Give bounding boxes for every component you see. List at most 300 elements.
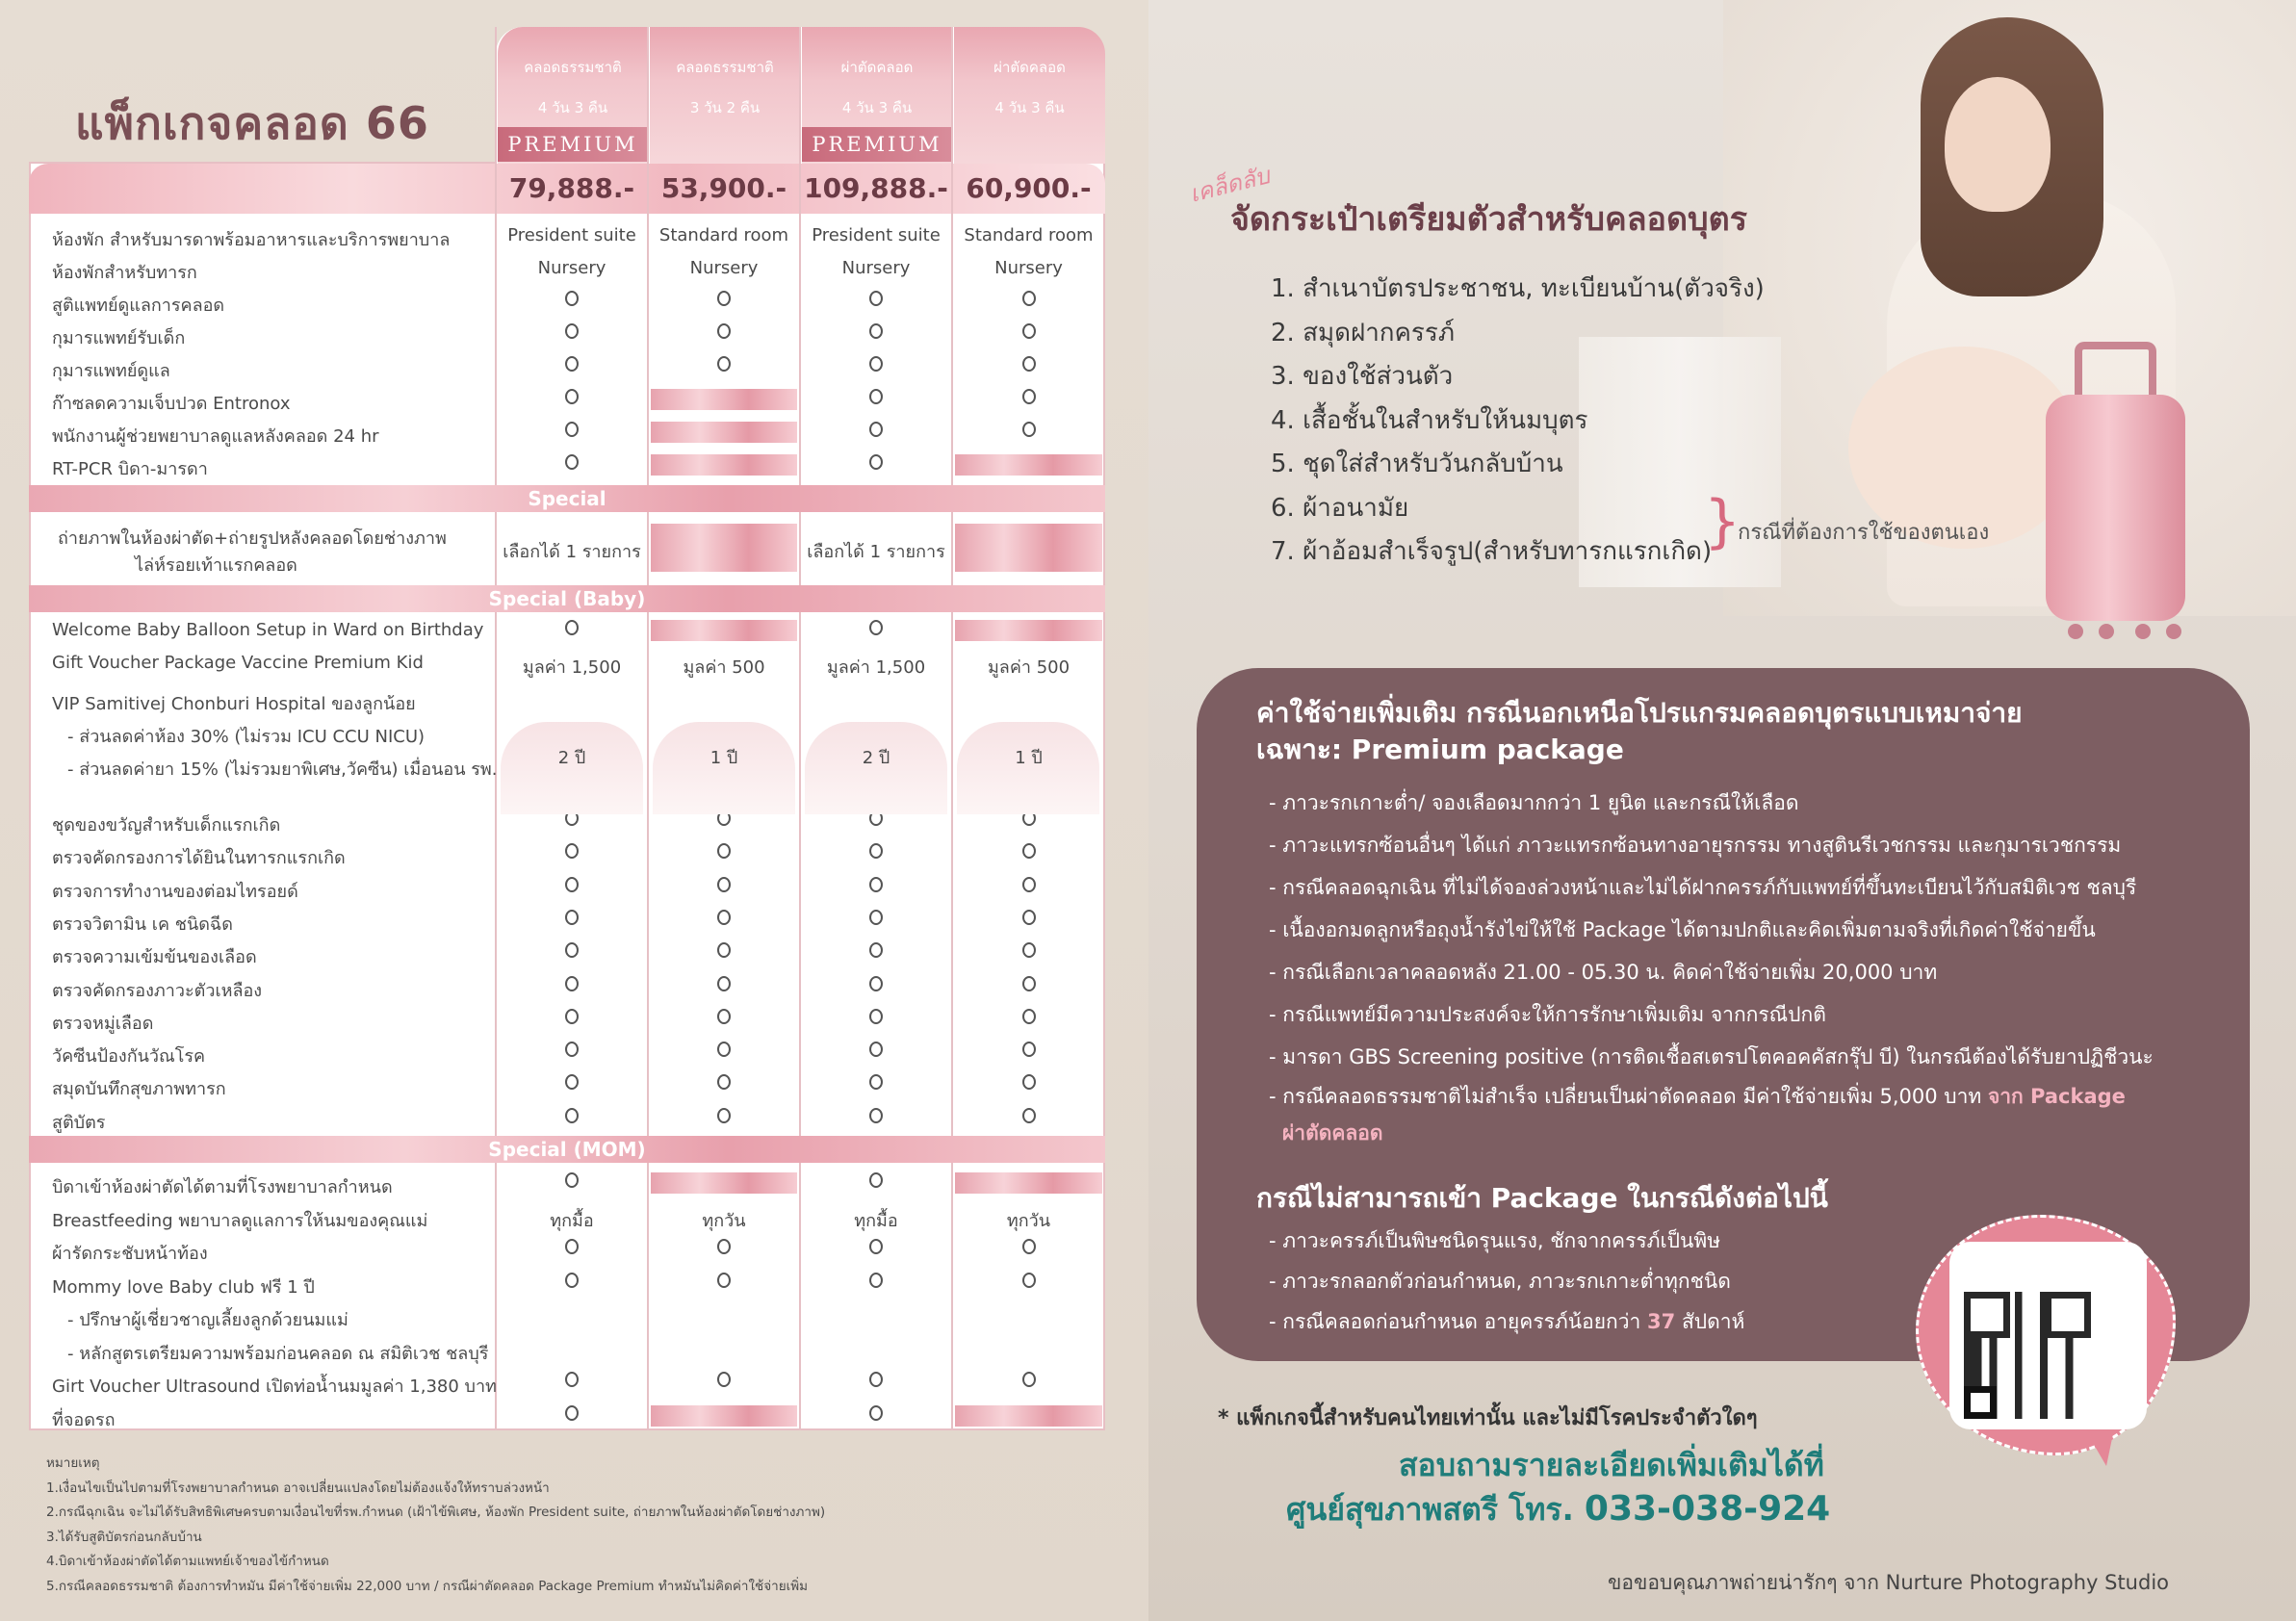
included-mark-icon <box>1022 389 1036 404</box>
cell-mark <box>648 877 800 897</box>
qr-corner <box>1964 1386 1997 1419</box>
cell-mark <box>952 1108 1105 1128</box>
cell-text: มูลค่า 1,500 <box>522 657 622 678</box>
included-mark-icon <box>565 1074 579 1090</box>
vip-line: - ส่วนลดค่าห้อง 30% (ไม่รวม ICU CCU NICU) <box>67 727 426 747</box>
included-mark-icon <box>869 356 883 372</box>
cell-text: เลือกได้ 1 รายการ <box>503 542 641 562</box>
eligibility-note: * แพ็กเกจนี้สำหรับคนไทยเท่านั้น และไม่มีโรคประจำตัวใดๆ <box>1218 1406 1758 1430</box>
included-mark-icon <box>717 1042 731 1057</box>
cell-text: 1 ปี <box>709 748 738 768</box>
table-row <box>29 350 1105 383</box>
cell-mark <box>800 877 952 897</box>
cell-mark <box>648 843 800 863</box>
cell-mark <box>800 910 952 930</box>
cell-mark <box>496 1009 648 1029</box>
included-mark-icon <box>565 877 579 892</box>
included-mark-icon <box>565 1372 579 1387</box>
table-row <box>29 252 1105 285</box>
list-item: 2. สมุดฝากครรภ์ <box>1271 318 1456 347</box>
row-label: บิดาเข้าห้องผ่าตัดได้ตามที่โรงพยาบาลกำหนด <box>52 1177 393 1197</box>
cell-mark <box>800 454 952 475</box>
included-mark-icon <box>869 1074 883 1090</box>
cell-mark <box>648 1273 800 1293</box>
empty-cell-bar <box>651 454 797 476</box>
cell-text: ทุกมื้อ <box>854 1210 898 1231</box>
contact-line: สอบถามรายละเอียดเพิ่มเติมได้ที่ <box>1399 1447 1824 1483</box>
table-row <box>29 1068 1105 1101</box>
contact-label: ศูนย์สุขภาพสตรี โทร. <box>1286 1491 1574 1528</box>
list-item <box>1269 1078 2154 1151</box>
note-item: 5.กรณีคลอดธรรมชาติ ต้องการทำหมัน มีค่าใช้จ่ายเพิ่ม 22,000 บาท / กรณีผ่าตัดคลอด Package Premium ทำหมันไม่คิดค่าใช้จ่ายเพิ่ม <box>46 1578 809 1594</box>
wheel-icon <box>2068 624 2083 639</box>
list-item: - ภาวะรกเกาะต่ำ/ จองเลือดมากกว่า 1 ยูนิต และกรณีให้เลือด <box>1269 791 1799 814</box>
included-mark-icon <box>717 1239 731 1254</box>
cell-text: Nursery <box>994 258 1063 278</box>
included-mark-icon <box>565 942 579 958</box>
included-mark-icon <box>1022 356 1036 372</box>
price: 53,900.- <box>660 172 787 204</box>
row-label: กุมารแพทย์ดูแล <box>52 361 170 381</box>
column-header <box>800 27 952 164</box>
row-label: Mommy love Baby club ฟรี 1 ปี <box>52 1276 315 1298</box>
included-mark-icon <box>869 422 883 437</box>
price: 109,888.- <box>804 172 948 204</box>
included-mark-icon <box>1022 942 1036 958</box>
cell-mark <box>496 1405 648 1426</box>
included-mark-icon <box>869 976 883 991</box>
stay-length: 3 วัน 2 คืน <box>689 99 761 116</box>
item-text: - กรณีคลอดก่อนกำหนด อายุครรภ์น้อยกว่า <box>1269 1310 1641 1333</box>
suitcase-icon <box>2046 395 2185 621</box>
cell-mark <box>496 877 648 897</box>
cell-mark <box>648 942 800 963</box>
cell-mark <box>648 291 800 311</box>
list-item: - มารดา GBS Screening positive (การติดเชื้อสเตรปโตคอคคัสกรุ๊ป บี) ในกรณีต้องได้รับยาปฏิชีวนะ <box>1269 1045 2154 1068</box>
cell-text: Standard room <box>658 225 789 245</box>
extra-cost-list <box>1269 782 2154 1151</box>
table-row <box>29 416 1105 449</box>
list-item: - กรณีคลอดฉุกเฉิน ที่ไม่ได้จองล่วงหน้าและไม่ได้ฝากครรภ์กับแพทย์ที่ขึ้นทะเบียนไว้กับสมิติเวช ชลบุรี <box>1269 876 2137 899</box>
notes-heading: หมายเหตุ <box>46 1455 100 1471</box>
cell-mark <box>952 942 1105 963</box>
included-mark-icon <box>869 942 883 958</box>
cell-mark <box>800 976 952 996</box>
cell-mark <box>496 843 648 863</box>
section-band: Special <box>29 485 1105 512</box>
included-mark-icon <box>1022 1009 1036 1024</box>
included-mark-icon <box>1022 1239 1036 1254</box>
cell-mark <box>952 422 1105 442</box>
row-label: สูติแพทย์ดูแลการคลอด <box>52 296 225 316</box>
stay-length: 4 วัน 3 คืน <box>994 99 1065 116</box>
included-mark-icon <box>717 291 731 306</box>
column-header <box>496 27 648 164</box>
cell-mark <box>952 843 1105 863</box>
cell-mark <box>648 1042 800 1062</box>
title-line: ค่าใช้จ่ายเพิ่มเติม กรณีนอกเหนือโปรแกรมคลอดบุตรแบบเหมาจ่าย <box>1256 697 2023 729</box>
brace-icon: } <box>1704 488 1741 555</box>
cell-text: 2 ปี <box>862 748 890 768</box>
cell-text: President suite <box>812 225 941 245</box>
included-mark-icon <box>717 1009 731 1024</box>
table-row <box>29 1036 1105 1068</box>
cell-mark <box>800 1172 952 1193</box>
included-mark-icon <box>565 291 579 306</box>
note-item: 3.ได้รับสูติบัตรก่อนกลับบ้าน <box>46 1529 202 1545</box>
table-row <box>29 514 1105 581</box>
row-label: ตรวจการทำงานของต่อมไทรอยด์ <box>52 881 298 902</box>
cell-mark <box>496 454 648 475</box>
included-mark-icon <box>1022 1074 1036 1090</box>
premium-badge: PREMIUM <box>802 127 952 162</box>
brace-note: กรณีที่ต้องการใช้ของตนเอง <box>1738 521 1990 545</box>
contact-phone-line <box>1286 1485 1830 1534</box>
row-label: ไล่ห์รอยเท้าแรกคลอด <box>135 555 297 576</box>
table-row <box>29 1200 1105 1233</box>
cell-text: มูลค่า 500 <box>683 657 765 678</box>
cell-mark <box>648 976 800 996</box>
price: 60,900.- <box>966 172 1092 204</box>
item-highlight: ผ่าตัดคลอด <box>1282 1121 1383 1145</box>
row-label: สูติบัตร <box>52 1112 106 1133</box>
cell-mark <box>800 1273 952 1293</box>
cell-mark <box>496 976 648 996</box>
item-text: สัปดาห์ <box>1681 1310 1745 1333</box>
notes <box>46 1452 825 1599</box>
row-label: - หลักสูตรเตรียมความพร้อมก่อนคลอด ณ สมิติเวช ชลบุรี <box>67 1343 489 1364</box>
empty-cell-bar <box>955 454 1102 476</box>
extra-cost-title <box>1256 695 2023 768</box>
table-row <box>29 871 1105 904</box>
table-row <box>29 970 1105 1003</box>
cell-mark <box>800 422 952 442</box>
included-mark-icon <box>565 1273 579 1288</box>
row-label: ที่จอดรถ <box>52 1409 116 1430</box>
table-row <box>29 1267 1105 1299</box>
included-mark-icon <box>1022 1273 1036 1288</box>
table-row <box>29 1333 1105 1366</box>
row-label: วัคซีนป้องกันวัณโรค <box>52 1046 206 1068</box>
included-mark-icon <box>565 1172 579 1188</box>
row-label: Gift Voucher Package Vaccine Premium Kid <box>52 653 424 673</box>
table-row <box>29 1233 1105 1266</box>
delivery-type: ผ่าตัดคลอด <box>840 59 914 76</box>
price: 79,888.- <box>508 172 635 204</box>
included-mark-icon <box>869 291 883 306</box>
row-label: ตรวจคัดกรองภาวะตัวเหลือง <box>52 980 263 1001</box>
list-item: - ภาวะแทรกซ้อนอื่นๆ ได้แก่ ภาวะแทรกซ้อนทางอายุรกรรม ทางสูตินรีเวชกรรม และกุมารเวชกรรม <box>1269 834 2122 857</box>
included-mark-icon <box>869 877 883 892</box>
included-mark-icon <box>565 454 579 470</box>
included-mark-icon <box>1022 910 1036 925</box>
included-mark-icon <box>1022 843 1036 859</box>
list-item: - ภาวะรกลอกตัวก่อนกำหนด, ภาวะรกเกาะต่ำทุกชนิด <box>1269 1270 1731 1293</box>
packing-list <box>1271 268 1765 575</box>
included-mark-icon <box>869 620 883 635</box>
empty-cell-bar <box>651 389 797 410</box>
row-label: RT-PCR บิดา-มารดา <box>52 459 208 479</box>
cell-text: Nursery <box>689 258 759 278</box>
cell-mark <box>800 843 952 863</box>
list-item: - กรณีแพทย์มีความประสงค์จะให้การรักษาเพิ่มเติม จากกรณีปกติ <box>1269 1003 1826 1026</box>
cell-mark <box>496 1239 648 1259</box>
cell-text: เลือกได้ 1 รายการ <box>807 542 945 562</box>
title-line: เฉพาะ: Premium package <box>1256 733 1624 765</box>
included-mark-icon <box>565 422 579 437</box>
row-label: ถ่ายภาพในห้องผ่าตัด+ถ่ายรูปหลังคลอดโดยช่างภาพ <box>58 528 447 549</box>
row-label: ตรวจหมู่เลือด <box>52 1013 154 1034</box>
included-mark-icon <box>717 942 731 958</box>
cell-text: มูลค่า 500 <box>987 657 1071 678</box>
included-mark-icon <box>869 1042 883 1057</box>
exclusion-title: กรณีไม่สามารถเข้า Package ในกรณีดังต่อไปนี้ <box>1256 1182 1828 1214</box>
included-mark-icon <box>565 620 579 635</box>
cell-mark <box>800 1074 952 1094</box>
table-row <box>29 449 1105 481</box>
cell-mark <box>800 356 952 376</box>
row-label: ตรวจคัดกรองการได้ยินในทารกแรกเกิด <box>52 848 346 869</box>
cell-text: ทุกวัน <box>702 1210 746 1231</box>
row-label: กุมารแพทย์รับเด็ก <box>52 328 186 348</box>
cell-mark <box>952 877 1105 897</box>
cell-text: Nursery <box>841 258 911 278</box>
included-mark-icon <box>1022 422 1036 437</box>
section-band: Special (Baby) <box>29 585 1105 612</box>
included-mark-icon <box>869 910 883 925</box>
cell-mark <box>800 291 952 311</box>
included-mark-icon <box>869 389 883 404</box>
included-mark-icon <box>869 1239 883 1254</box>
included-mark-icon <box>565 1405 579 1421</box>
list-item: 1. สำเนาบัตรประชาชน, ทะเบียนบ้าน(ตัวจริง) <box>1271 274 1765 303</box>
row-label: พนักงานผู้ช่วยพยาบาลดูแลหลังคลอด 24 hr <box>52 426 379 447</box>
included-mark-icon <box>1022 1372 1036 1387</box>
table-row <box>29 614 1105 647</box>
cell-mark <box>800 1042 952 1062</box>
stay-length: 4 วัน 3 คืน <box>841 99 913 116</box>
vip-title: VIP Samitivej Chonburi Hospital ของลูกน้อย <box>52 694 416 714</box>
cell-text: Standard room <box>964 225 1094 245</box>
included-mark-icon <box>565 976 579 991</box>
exclusion-list <box>1269 1221 1744 1342</box>
included-mark-icon <box>869 1108 883 1123</box>
vip-row <box>29 685 1105 816</box>
included-mark-icon <box>717 910 731 925</box>
table-row <box>29 1003 1105 1036</box>
cell-mark <box>496 1074 648 1094</box>
cell-mark <box>952 1009 1105 1029</box>
included-mark-icon <box>1022 291 1036 306</box>
cell-mark <box>496 356 648 376</box>
package-title: แพ็กเกจคลอด 66 <box>75 97 429 149</box>
item-highlight: จาก Package <box>1987 1085 2126 1108</box>
list-item: - ภาวะครรภ์เป็นพิษชนิดรุนแรง, ชักจากครรภ์เป็นพิษ <box>1269 1229 1721 1252</box>
row-label: Girt Voucher Ultrasound เปิดท่อน้ำนมมูลค่า 1,380 บาท <box>52 1377 497 1397</box>
cell-mark <box>496 1273 648 1293</box>
cell-mark <box>496 1172 648 1193</box>
cell-mark <box>800 942 952 963</box>
row-label: Breastfeeding พยาบาลดูแลการให้นมของคุณแม่ <box>52 1210 428 1231</box>
included-mark-icon <box>869 454 883 470</box>
cell-mark <box>496 620 648 640</box>
included-mark-icon <box>869 1172 883 1188</box>
empty-cell-bar <box>955 620 1102 641</box>
included-mark-icon <box>565 1042 579 1057</box>
cell-mark <box>648 1074 800 1094</box>
cell-mark <box>648 356 800 376</box>
included-mark-icon <box>869 1405 883 1421</box>
included-mark-icon <box>717 1372 731 1387</box>
note-item: 2.กรณีฉุกเฉิน จะไม่ได้รับสิทธิพิเศษครบตามเงื่อนไขที่รพ.กำหนด (เฝ้าไข้พิเศษ, ห้องพัก President suite, ถ่ายภาพในห้องผ่าตัดโดยช่างภาพ) <box>46 1505 826 1520</box>
included-mark-icon <box>869 323 883 339</box>
included-mark-icon <box>1022 1108 1036 1123</box>
package-table <box>29 27 1105 1430</box>
included-mark-icon <box>717 877 731 892</box>
vip-line: - ส่วนลดค่ายา 15% (ไม่รวมยาพิเศษ,วัคซีน) เมื่อนอน รพ. <box>67 759 498 780</box>
item-highlight: 37 <box>1647 1310 1676 1333</box>
row-label: ห้องพัก สำหรับมารดาพร้อมอาหารและบริการพยาบาล <box>52 230 451 250</box>
cell-text: President suite <box>507 225 636 245</box>
row-label: Welcome Baby Balloon Setup in Ward on Birthday <box>52 620 484 640</box>
table-row <box>29 219 1105 252</box>
cell-mark <box>952 1372 1105 1392</box>
table-row <box>29 1299 1105 1332</box>
cell-mark <box>952 291 1105 311</box>
row-label: สมุดบันทึกสุขภาพทารก <box>52 1079 226 1100</box>
cell-mark <box>952 356 1105 376</box>
cell-mark <box>800 1372 952 1392</box>
cell-mark <box>952 389 1105 409</box>
wheel-icon <box>2099 624 2114 639</box>
cell-mark <box>952 976 1105 996</box>
included-mark-icon <box>565 843 579 859</box>
cell-mark <box>496 291 648 311</box>
cell-mark <box>800 1239 952 1259</box>
included-mark-icon <box>565 323 579 339</box>
list-item: 3. ของใช้ส่วนตัว <box>1271 362 1454 391</box>
included-mark-icon <box>565 1009 579 1024</box>
list-item: 6. ผ้าอนามัย <box>1271 493 1409 523</box>
item-text: - กรณีคลอดธรรมชาติไม่สำเร็จ เปลี่ยนเป็นผ่าตัดคลอด มีค่าใช้จ่ายเพิ่ม 5,000 บาท <box>1269 1085 1982 1108</box>
table-row <box>29 285 1105 318</box>
cell-mark <box>648 910 800 930</box>
cell-mark <box>800 323 952 344</box>
cell-mark <box>648 1108 800 1128</box>
row-label: ก๊าซลดความเจ็บปวด Entronox <box>52 394 291 414</box>
row-label: - ปรึกษาผู้เชี่ยวชาญเลี้ยงลูกด้วยนมแม่ <box>67 1310 348 1330</box>
cell-mark <box>648 1009 800 1029</box>
included-mark-icon <box>565 1239 579 1254</box>
included-mark-icon <box>717 356 731 372</box>
included-mark-icon <box>565 910 579 925</box>
cell-mark <box>496 422 648 442</box>
cell-text: 2 ปี <box>557 748 586 768</box>
cell-mark <box>800 1108 952 1128</box>
cell-mark <box>496 910 648 930</box>
cell-mark <box>800 389 952 409</box>
included-mark-icon <box>1022 877 1036 892</box>
delivery-type: คลอดธรรมชาติ <box>524 59 622 76</box>
cell-mark <box>800 620 952 640</box>
included-mark-icon <box>717 323 731 339</box>
note-item: 1.เงื่อนไขเป็นไปตามที่โรงพยาบาลกำหนด อาจเปลี่ยนแปลงโดยไม่ต้องแจ้งให้ทราบล่วงหน้า <box>46 1479 550 1496</box>
table-row <box>29 1366 1105 1399</box>
tip-script: เคล็ดลับ <box>1186 162 1273 208</box>
cell-mark <box>648 323 800 344</box>
included-mark-icon <box>565 356 579 372</box>
cell-mark <box>952 1273 1105 1293</box>
cell-mark <box>952 910 1105 930</box>
included-mark-icon <box>1022 1042 1036 1057</box>
included-mark-icon <box>565 389 579 404</box>
section-band: Special (MOM) <box>29 1136 1105 1163</box>
phone-number[interactable]: 033-038-924 <box>1584 1489 1831 1529</box>
empty-cell-bar <box>955 524 1102 572</box>
cell-text: 1 ปี <box>1015 748 1043 768</box>
table-row <box>29 837 1105 870</box>
included-mark-icon <box>717 1074 731 1090</box>
table-row <box>29 1167 1105 1199</box>
column-header <box>952 27 1105 164</box>
delivery-type: ผ่าตัดคลอด <box>993 59 1066 76</box>
cell-text: ทุกวัน <box>1006 1210 1051 1231</box>
table-row <box>29 318 1105 350</box>
list-item: 4. เสื้อชั้นในสำหรับให้นมบุตร <box>1271 405 1588 435</box>
included-mark-icon <box>869 1009 883 1024</box>
included-mark-icon <box>565 1108 579 1123</box>
included-mark-icon <box>869 843 883 859</box>
cell-mark <box>800 1405 952 1426</box>
list-item: 5. ชุดใส่สำหรับวันกลับบ้าน <box>1271 450 1563 478</box>
table-row <box>29 1400 1105 1432</box>
table-row <box>29 937 1105 969</box>
included-mark-icon <box>717 976 731 991</box>
list-item: - กรณีเลือกเวลาคลอดหลัง 21.00 - 05.30 น. คิดค่าใช้จ่ายเพิ่ม 20,000 บาท <box>1269 961 1938 984</box>
empty-cell-bar <box>955 1405 1102 1427</box>
row-label: ตรวจความเข้มข้นของเลือด <box>52 947 257 968</box>
tip-title: จัดกระเป๋าเตรียมตัวสำหรับคลอดบุตร <box>1230 200 1747 239</box>
premium-badge: PREMIUM <box>498 127 648 162</box>
cell-text: ทุกมื้อ <box>550 1210 594 1231</box>
delivery-type: คลอดธรรมชาติ <box>676 59 774 76</box>
empty-cell-bar <box>651 1172 797 1194</box>
column-header <box>648 27 800 164</box>
cell-text: Nursery <box>537 258 606 278</box>
cell-mark <box>496 323 648 344</box>
cell-mark <box>952 1239 1105 1259</box>
note-item: 4.บิดาเข้าห้องผ่าตัดได้ตามแพทย์เจ้าของไข้กำหนด <box>46 1554 329 1569</box>
included-mark-icon <box>717 1273 731 1288</box>
list-item <box>1269 1301 1744 1342</box>
cell-text: มูลค่า 1,500 <box>826 657 926 678</box>
cell-mark <box>648 1372 800 1392</box>
wheel-icon <box>2166 624 2181 639</box>
table-row <box>29 647 1105 680</box>
empty-cell-bar <box>651 524 797 572</box>
table-row <box>29 1102 1105 1135</box>
cell-mark <box>496 389 648 409</box>
cell-mark <box>952 1042 1105 1062</box>
table-row <box>29 904 1105 937</box>
list-item: 7. ผ้าอ้อมสำเร็จรูป(สำหรับทารกแรกเกิด) <box>1271 537 1713 566</box>
cell-mark <box>952 323 1105 344</box>
cell-mark <box>648 1239 800 1259</box>
cell-mark <box>952 1074 1105 1094</box>
cell-mark <box>800 1009 952 1029</box>
row-label: ห้องพักสำหรับทารก <box>52 263 197 283</box>
table-row <box>29 383 1105 416</box>
